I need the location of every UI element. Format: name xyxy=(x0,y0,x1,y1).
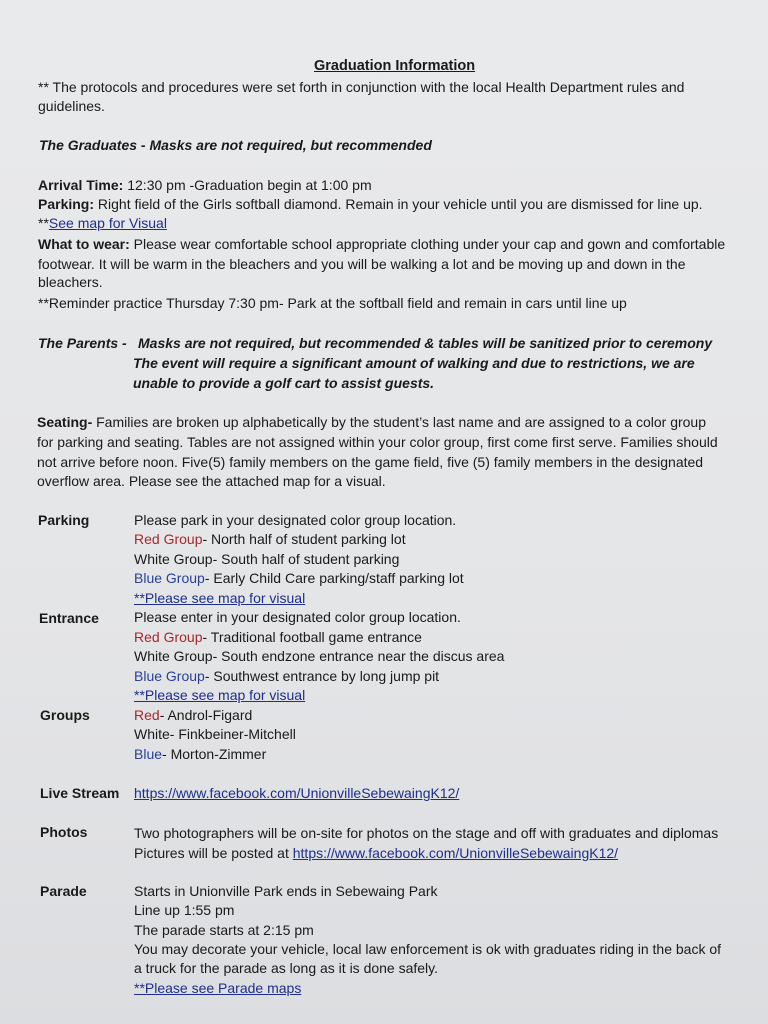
entrance-red-label: Red Group xyxy=(134,629,203,645)
parking-blue-text: - Early Child Care parking/staff parking lot xyxy=(204,570,464,586)
seating-line-3: not arrive before noon. Five(5) family members on the game field, five (5) family members in the designated xyxy=(37,454,704,470)
parade-map-link[interactable]: **Please see Parade maps xyxy=(134,980,302,996)
parking-red-label: Red Group xyxy=(134,531,203,547)
seating-line-1 xyxy=(37,413,706,431)
photos-line-1: Two photographers will be on-site for photos on the stage and off with graduates and diplomas xyxy=(134,825,719,841)
what-to-wear-line-3: bleachers. xyxy=(38,274,103,290)
intro-line-2: guidelines. xyxy=(38,98,105,114)
groups-blue xyxy=(134,745,266,763)
parade-line-5: a truck for the parade as long as it is done safely. xyxy=(134,960,439,976)
photos-line-2-prefix: Pictures will be posted at xyxy=(134,845,293,861)
seating-label: Seating- xyxy=(37,414,93,430)
groups-red-text: - Androl-Figard xyxy=(159,707,253,723)
parents-line-2: The event will require a significant amount of walking and due to restrictions, we are xyxy=(133,355,695,371)
parking-red-text: - North half of student parking lot xyxy=(202,531,406,547)
see-map-line xyxy=(38,214,167,232)
reminder-line: **Reminder practice Thursday 7:30 pm- Park at the softball field and remain in cars until line up xyxy=(38,295,627,311)
graduates-heading: The Graduates - Masks are not required, but recommended xyxy=(39,137,432,153)
parking-section-label: Parking xyxy=(38,512,90,528)
entrance-red-group xyxy=(134,628,422,646)
parade-line-4: You may decorate your vehicle, local law enforcement is ok with graduates riding in the back of xyxy=(134,941,722,957)
arrival-label: Arrival Time: xyxy=(38,177,124,193)
what-to-wear-line-2: footwear. It will be warm in the bleachers and you will be walking a lot and be moving up and down in the xyxy=(38,256,686,272)
photos-label: Photos xyxy=(40,824,88,840)
parade-line-1: Starts in Unionville Park ends in Sebewaing Park xyxy=(134,883,438,899)
parents-label: The Parents - xyxy=(38,335,127,351)
photos-link[interactable]: https://www.facebook.com/UnionvilleSebewaingK12/ xyxy=(292,845,619,861)
parking-label: Parking: xyxy=(38,196,95,212)
arrival-text: 12:30 pm -Graduation begin at 1:00 pm xyxy=(123,177,372,193)
groups-red xyxy=(134,706,252,724)
parking-text: Right field of the Girls softball diamond. Remain in your vehicle until you are dismissed for line up. xyxy=(94,196,703,212)
seating-line-2: for parking and seating. Tables are not assigned within your color group, first come first serve. Families should xyxy=(37,434,718,450)
groups-section-label: Groups xyxy=(40,707,90,723)
entrance-blue-group xyxy=(134,667,439,685)
what-to-wear-line-1 xyxy=(38,235,725,253)
entrance-blue-label: Blue Group xyxy=(134,668,205,684)
parking-white-group: White Group- South half of student parking xyxy=(134,551,400,567)
groups-blue-label: Blue xyxy=(134,746,163,762)
parents-line-1: Masks are not required, but recommended & tables will be sanitized prior to ceremony xyxy=(138,335,713,351)
entrance-red-text: - Traditional football game entrance xyxy=(202,629,422,645)
parking-blue-label: Blue Group xyxy=(134,570,205,586)
entrance-blue-text: - Southwest entrance by long jump pit xyxy=(204,668,440,684)
parking-map-link[interactable]: **Please see map for visual xyxy=(134,590,306,606)
parking-section-intro: Please park in your designated color group location. xyxy=(134,512,457,528)
see-map-prefix: ** xyxy=(38,215,49,231)
parade-line-2: Line up 1:55 pm xyxy=(134,902,235,918)
livestream-link[interactable]: https://www.facebook.com/UnionvilleSebewaingK12/ xyxy=(134,785,460,801)
seating-line-4: overflow area. Please see the attached map for a visual. xyxy=(37,473,386,489)
parents-line-3: unable to provide a golf cart to assist guests. xyxy=(133,375,435,391)
livestream-label: Live Stream xyxy=(40,785,120,801)
intro-line-1: ** The protocols and procedures were set forth in conjunction with the local Health Department rules and xyxy=(38,79,685,95)
wear-text-1: Please wear comfortable school appropriate clothing under your cap and gown and comfortable xyxy=(129,236,726,252)
entrance-section-label: Entrance xyxy=(39,610,99,626)
parking-blue-group xyxy=(134,569,464,587)
parking-red-group xyxy=(134,530,406,548)
entrance-white-group: White Group- South endzone entrance near the discus area xyxy=(134,648,505,664)
arrival-time xyxy=(38,176,372,194)
photos-line-2 xyxy=(134,844,618,862)
entrance-map-link[interactable]: **Please see map for visual xyxy=(134,687,306,703)
seating-text-1: Families are broken up alphabetically by the student’s last name and are assigned to a color group xyxy=(92,414,707,430)
wear-label: What to wear: xyxy=(38,236,130,252)
groups-blue-text: - Morton-Zimmer xyxy=(162,746,267,762)
groups-red-label: Red xyxy=(134,707,160,723)
parking-info xyxy=(38,195,703,213)
entrance-section-intro: Please enter in your designated color group location. xyxy=(134,609,461,625)
parade-label: Parade xyxy=(40,883,87,899)
parade-line-3: The parade starts at 2:15 pm xyxy=(134,922,314,938)
see-map-link[interactable]: See map for Visual xyxy=(48,215,167,231)
groups-white: White- Finkbeiner-Mitchell xyxy=(134,726,296,742)
document-title: Graduation Information xyxy=(314,58,476,74)
